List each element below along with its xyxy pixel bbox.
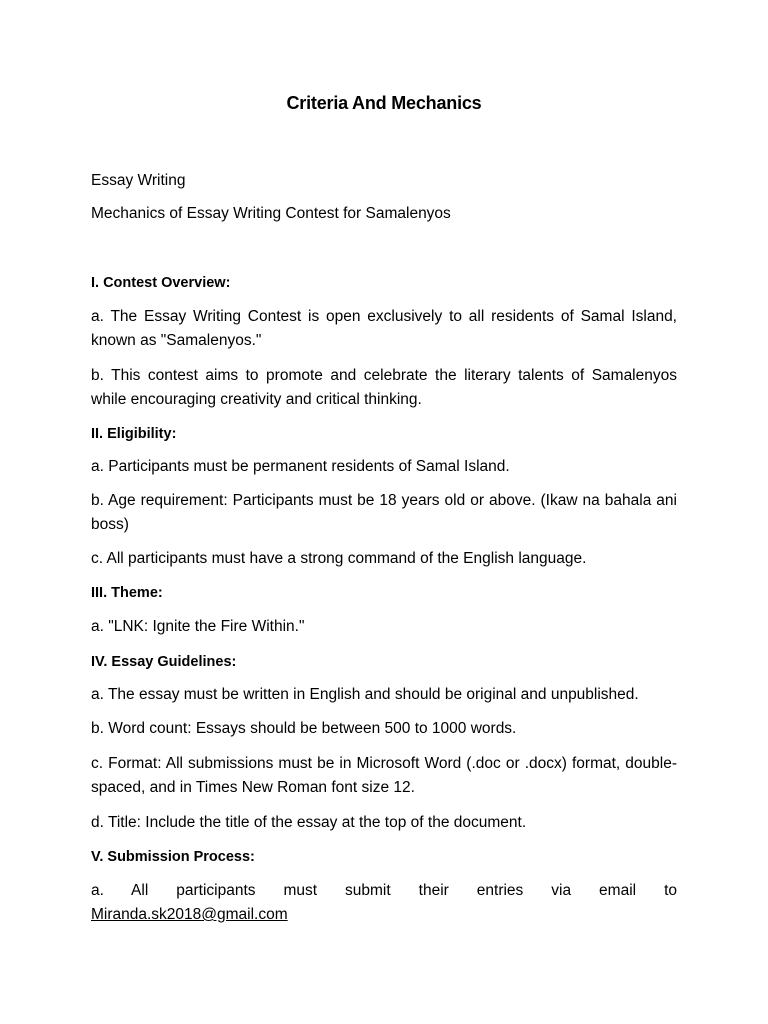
- section-heading-guidelines: IV. Essay Guidelines:: [91, 654, 237, 670]
- page-title: Criteria And Mechanics: [286, 93, 482, 113]
- guidelines-item-b: b. Word count: Essays should be between 500 to 1000 words.: [91, 720, 517, 737]
- guidelines-item-a: a. The essay must be written in English and should be original and unpublished.: [91, 686, 639, 703]
- submission-item-a-text: a. All participants must submit their entries via email to: [91, 882, 677, 899]
- section-heading-overview: I. Contest Overview:: [91, 275, 231, 291]
- section-heading-eligibility: II. Eligibility:: [91, 426, 177, 442]
- overview-item-a: a. The Essay Writing Contest is open exclusively to all residents of Samal Island, known as "Samalenyos.": [91, 308, 677, 349]
- eligibility-item-c: c. All participants must have a strong command of the English language.: [91, 550, 587, 567]
- submission-item-a: [91, 879, 677, 927]
- eligibility-item-b: b. Age requirement: Participants must be 18 years old or above. (Ikaw na bahala ani boss): [91, 492, 677, 533]
- heading-line: Mechanics of Essay Writing Contest for Samalenyos: [91, 205, 451, 222]
- guidelines-item-c: c. Format: All submissions must be in Microsoft Word (.doc or .docx) format, double-spaced, and in Times New Roman font size 12.: [91, 755, 677, 796]
- section-heading-submission: V. Submission Process:: [91, 849, 255, 865]
- guidelines-item-d: d. Title: Include the title of the essay at the top of the document.: [91, 814, 527, 831]
- submission-email-link[interactable]: Miranda.sk2018@gmail.com: [91, 906, 288, 923]
- overview-item-b: b. This contest aims to promote and celebrate the literary talents of Samalenyos while encouraging creativity and critical thinking.: [91, 367, 677, 408]
- section-heading-theme: III. Theme:: [91, 585, 163, 601]
- subtitle: Essay Writing: [91, 172, 186, 189]
- theme-item-a: a. "LNK: Ignite the Fire Within.": [91, 618, 305, 635]
- eligibility-item-a: a. Participants must be permanent residents of Samal Island.: [91, 458, 510, 475]
